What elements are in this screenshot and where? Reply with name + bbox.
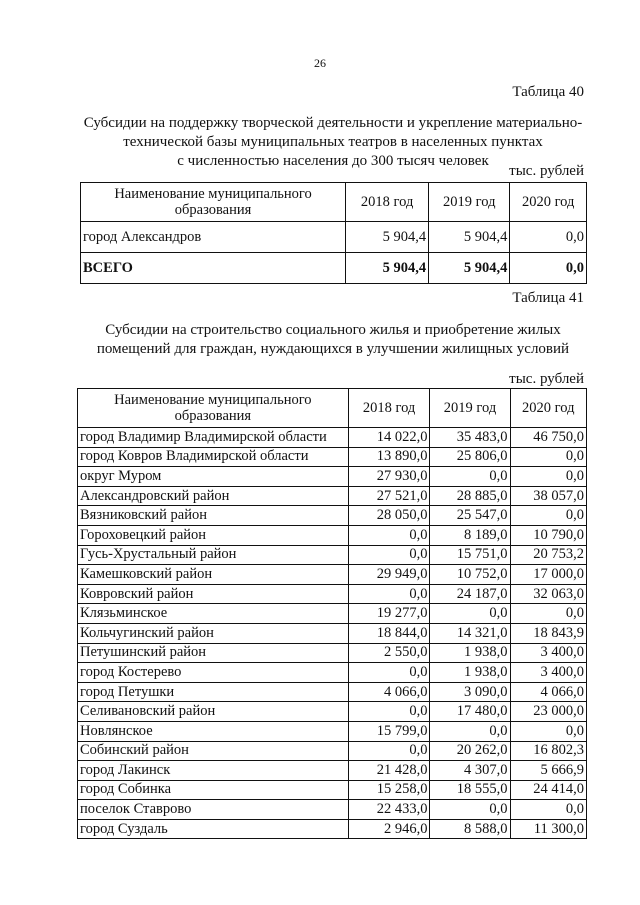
cell-2018: 0,0 (348, 525, 430, 545)
title-line: Субсидии на строительство социального жилья и приобретение жилых (105, 322, 561, 338)
cell-2020: 24 414,0 (510, 780, 586, 800)
cell-2018: 22 433,0 (348, 800, 430, 820)
cell-2019: 24 187,0 (430, 584, 510, 604)
cell-name: Собинский район (78, 741, 349, 761)
cell-2020: 0,0 (510, 800, 586, 820)
cell-2019: 1 938,0 (430, 663, 510, 683)
cell-name: город Владимир Владимирской области (78, 428, 349, 448)
cell-2018: 18 844,0 (348, 623, 430, 643)
cell-name: город Петушки (78, 682, 349, 702)
cell-2018: 19 277,0 (348, 604, 430, 624)
cell-2018: 0,0 (348, 584, 430, 604)
cell-2019: 25 806,0 (430, 447, 510, 467)
table-row (78, 525, 587, 545)
table-row (78, 682, 587, 702)
cell-2018: 29 949,0 (348, 565, 430, 585)
col-header-2019: 2019 год (429, 183, 510, 222)
col-header-2018: 2018 год (348, 389, 430, 428)
cell-2020: 3 400,0 (510, 643, 586, 663)
table-41 (77, 388, 587, 839)
table-header-row (78, 389, 587, 428)
cell-2019: 1 938,0 (430, 643, 510, 663)
cell-2019: 35 483,0 (430, 428, 510, 448)
table-row (78, 721, 587, 741)
table-40-units: тыс. рублей (509, 163, 584, 179)
cell-2019: 8 588,0 (430, 819, 510, 839)
table-row (78, 447, 587, 467)
cell-2020: 46 750,0 (510, 428, 586, 448)
table-row (78, 604, 587, 624)
table-row (78, 506, 587, 526)
cell-name: Петушинский район (78, 643, 349, 663)
table-row (78, 623, 587, 643)
page-number: 26 (314, 56, 326, 70)
cell-2020: 10 790,0 (510, 525, 586, 545)
cell-name: город Суздаль (78, 819, 349, 839)
cell-2020: 20 753,2 (510, 545, 586, 565)
cell-2019: 18 555,0 (430, 780, 510, 800)
col-header-name: Наименование муниципального образования (78, 389, 349, 428)
cell-name: Камешковский район (78, 565, 349, 585)
cell-2019: 15 751,0 (430, 545, 510, 565)
cell-2018: 0,0 (348, 741, 430, 761)
cell-2019: 8 189,0 (430, 525, 510, 545)
cell-name: Кольчугинский район (78, 623, 349, 643)
table-row (78, 663, 587, 683)
cell-2019: 4 307,0 (430, 761, 510, 781)
table-41-body (78, 428, 587, 839)
cell-2020: 5 666,9 (510, 761, 586, 781)
cell-2019: 10 752,0 (430, 565, 510, 585)
cell-2019: 20 262,0 (430, 741, 510, 761)
table-row (78, 800, 587, 820)
col-header-2020: 2020 год (510, 389, 586, 428)
title-line: с численностью населения до 300 тысяч человек (177, 153, 489, 169)
cell-2018: 4 066,0 (348, 682, 430, 702)
cell-name: город Костерево (78, 663, 349, 683)
cell-name: город Собинка (78, 780, 349, 800)
cell-2020: 4 066,0 (510, 682, 586, 702)
cell-2020: 0,0 (510, 467, 586, 487)
cell-2018: 0,0 (348, 702, 430, 722)
cell-name: Гусь-Хрустальный район (78, 545, 349, 565)
cell-2019: 0,0 (430, 604, 510, 624)
table-40 (80, 182, 587, 284)
cell-2018: 14 022,0 (348, 428, 430, 448)
cell-2020: 32 063,0 (510, 584, 586, 604)
cell-2018: 5 904,4 (346, 253, 429, 284)
col-header-2020: 2020 год (510, 183, 587, 222)
cell-name: Вязниковский район (78, 506, 349, 526)
cell-2019: 0,0 (430, 721, 510, 741)
cell-name: округ Муром (78, 467, 349, 487)
table-row (78, 545, 587, 565)
cell-2020: 0,0 (510, 447, 586, 467)
cell-2020: 0,0 (510, 506, 586, 526)
total-row (81, 253, 587, 284)
cell-name: ВСЕГО (81, 253, 346, 284)
cell-2019: 17 480,0 (430, 702, 510, 722)
table-row (78, 486, 587, 506)
table-row (78, 780, 587, 800)
cell-2018: 13 890,0 (348, 447, 430, 467)
table-41-title (78, 321, 588, 359)
cell-2018: 0,0 (348, 545, 430, 565)
cell-name: Клязьминское (78, 604, 349, 624)
cell-2019: 3 090,0 (430, 682, 510, 702)
cell-name: город Александров (81, 222, 346, 253)
cell-2018: 2 550,0 (348, 643, 430, 663)
cell-name: город Ковров Владимирской области (78, 447, 349, 467)
table-row (78, 643, 587, 663)
cell-2019: 28 885,0 (430, 486, 510, 506)
cell-2018: 0,0 (348, 663, 430, 683)
cell-2018: 15 258,0 (348, 780, 430, 800)
table-40-label: Таблица 40 (512, 84, 584, 100)
cell-2019: 5 904,4 (429, 253, 510, 284)
table-row (78, 584, 587, 604)
title-line: помещений для граждан, нуждающихся в улучшении жилищных условий (96, 341, 570, 357)
table-row (78, 761, 587, 781)
cell-name: Ковровский район (78, 584, 349, 604)
cell-2020: 17 000,0 (510, 565, 586, 585)
cell-2020: 0,0 (510, 604, 586, 624)
cell-2020: 11 300,0 (510, 819, 586, 839)
cell-2018: 21 428,0 (348, 761, 430, 781)
cell-2018: 15 799,0 (348, 721, 430, 741)
cell-2020: 0,0 (510, 253, 587, 284)
cell-2018: 5 904,4 (346, 222, 429, 253)
cell-2020: 23 000,0 (510, 702, 586, 722)
cell-2019: 0,0 (430, 800, 510, 820)
cell-name: поселок Ставрово (78, 800, 349, 820)
cell-2019: 14 321,0 (430, 623, 510, 643)
col-header-name: Наименование муниципального образования (81, 183, 346, 222)
title-line: технической базы муниципальных театров в населенных пунктах (123, 134, 543, 150)
cell-2020: 38 057,0 (510, 486, 586, 506)
col-header-2019: 2019 год (430, 389, 510, 428)
cell-name: Селивановский район (78, 702, 349, 722)
col-header-2018: 2018 год (346, 183, 429, 222)
cell-2018: 2 946,0 (348, 819, 430, 839)
cell-name: город Лакинск (78, 761, 349, 781)
cell-2018: 27 930,0 (348, 467, 430, 487)
cell-2018: 27 521,0 (348, 486, 430, 506)
cell-name: Александровский район (78, 486, 349, 506)
cell-2020: 3 400,0 (510, 663, 586, 683)
table-row (78, 819, 587, 839)
cell-2018: 28 050,0 (348, 506, 430, 526)
table-row (78, 565, 587, 585)
table-41-units: тыс. рублей (509, 371, 584, 387)
cell-2020: 0,0 (510, 222, 587, 253)
cell-2020: 16 802,3 (510, 741, 586, 761)
cell-name: Гороховецкий район (78, 525, 349, 545)
table-row (78, 428, 587, 448)
title-line: Субсидии на поддержку творческой деятельности и укрепление материально- (83, 115, 583, 131)
cell-2019: 0,0 (430, 467, 510, 487)
cell-name: Новлянское (78, 721, 349, 741)
table-header-row (81, 183, 587, 222)
table-row (78, 741, 587, 761)
table-row (81, 222, 587, 253)
table-row (78, 467, 587, 487)
cell-2020: 18 843,9 (510, 623, 586, 643)
cell-2020: 0,0 (510, 721, 586, 741)
table-row (78, 702, 587, 722)
cell-2019: 5 904,4 (429, 222, 510, 253)
table-41-label: Таблица 41 (512, 290, 584, 306)
cell-2019: 25 547,0 (430, 506, 510, 526)
